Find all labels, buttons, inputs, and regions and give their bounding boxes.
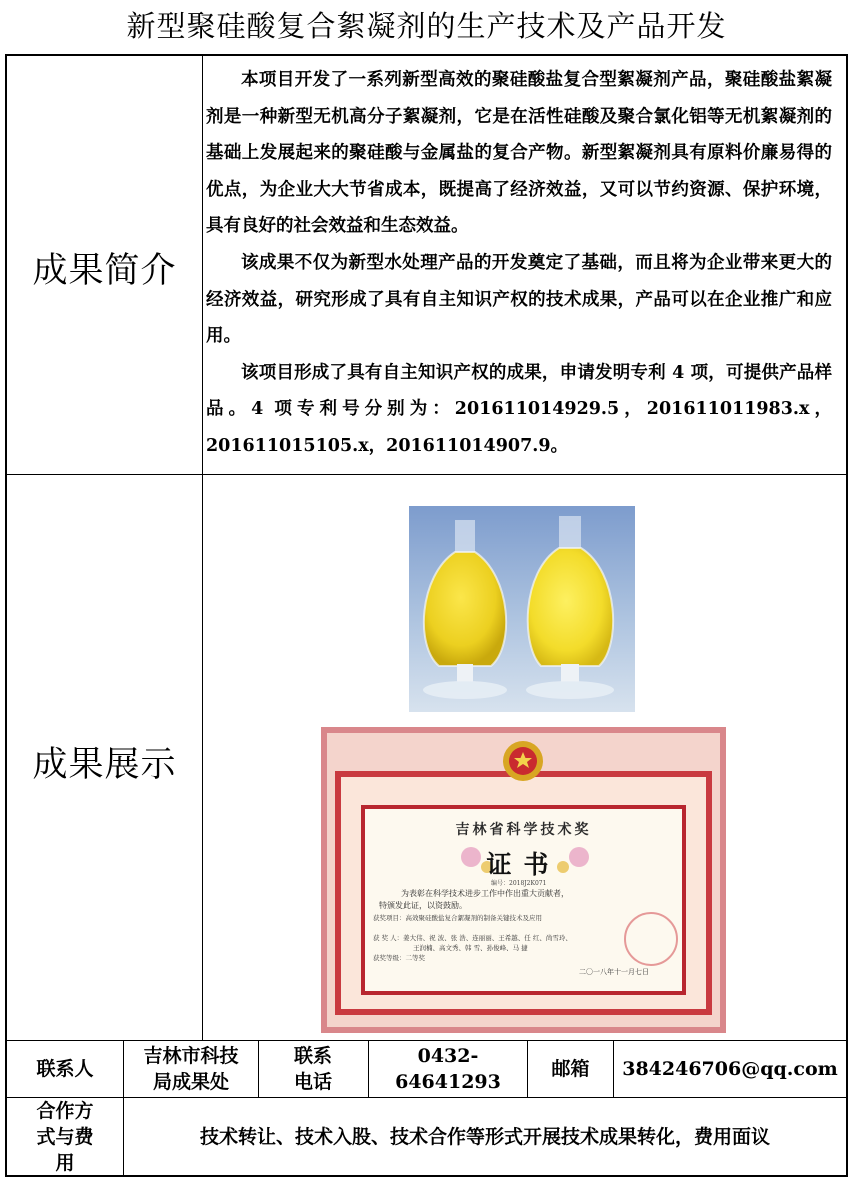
- contact-email-value: 384246706@qq.com: [622, 1058, 838, 1080]
- intro-label: 成果简介: [32, 251, 177, 291]
- certificate-winners: [373, 933, 572, 942]
- cooperation-label: 合作方式与费用: [36, 1099, 94, 1174]
- intro-text: [206, 62, 832, 465]
- contact-phone-label: 联系电话: [293, 1045, 332, 1093]
- cooperation-value: 技术转让、技术入股、技术合作等形式开展技术成果转化，费用面议: [199, 1125, 770, 1148]
- certificate-number: 编号：2018J2K071: [491, 880, 547, 887]
- page-title: 新型聚硅酸复合絮凝剂的生产技术及产品开发: [126, 9, 727, 43]
- intro-paragraph-2: 该成果不仅为新型水处理产品的开发奠定了基础，而且将为企业带来更大的经济效益，研究形成了具有自主知识产权的技术成果，产品可以在企业推广和应用。: [206, 252, 832, 347]
- contact-person-value: 吉林市科技局成果处: [143, 1045, 239, 1093]
- certificate-project: [373, 913, 542, 922]
- certificate-winners-line-2: 王润楠、高文秀、韩 雪、孙俊峰、马 捷: [413, 944, 528, 952]
- certificate-project-value: 高效聚硅酸盐复合絮凝剂的制备关键技术及应用: [405, 914, 542, 922]
- contact-person-label: 联系人: [36, 1058, 94, 1080]
- certificate-level-value: 二等奖: [405, 954, 425, 962]
- certificate-line-2: 特颁发此证，以资鼓励。: [379, 901, 467, 910]
- certificate-level: [373, 953, 425, 962]
- intro-paragraph-1: 本项目开发了一系列新型高效的聚硅酸盐复合型絮凝剂产品，聚硅酸盐絮凝剂是一种新型无机高分子絮凝剂，它是在活性硅酸及聚合氯化铝等无机絮凝剂的基础上发展起来的聚硅酸与金属盐的复合产物。新型絮凝剂具有原料价廉易得的优点，为企业大大节省成本，既提高了经济效益，又可以节约资源、保护环境，具有良好的社会效益和生态效益。: [206, 70, 832, 237]
- certificate-project-label: 获奖项目：: [373, 914, 406, 922]
- intro-paragraph-3: 该项目形成了具有自主知识产权的成果，申请发明专利 4 项，可提供产品样品。4 项专利号分别为：201611014929.5，201611011983.x，201611015105.x，201611014907.9。: [206, 362, 832, 456]
- certificate-winners-1: 姜大伟、祝 波、张 浩、连丽丽、王希越、任 红、尚雪玲、: [403, 934, 572, 942]
- contact-email-label: 邮箱: [551, 1058, 590, 1080]
- award-certificate: [321, 727, 726, 1033]
- certificate-big-title: 证书: [486, 850, 561, 879]
- certificate-level-label: 获奖等级：: [373, 954, 406, 962]
- display-label: 成果展示: [32, 745, 177, 785]
- certificate-header: 吉林省科学技术奖: [455, 822, 592, 838]
- contact-phone-value: 0432-64641293: [395, 1045, 501, 1093]
- certificate-line-1: 为表彰在科学技术进步工作中作出重大贡献者，: [401, 889, 569, 898]
- certificate-date: 二〇一八年十一月七日: [579, 968, 649, 976]
- product-photo: [409, 506, 635, 712]
- certificate-winners-label: 获 奖 人：: [373, 934, 404, 942]
